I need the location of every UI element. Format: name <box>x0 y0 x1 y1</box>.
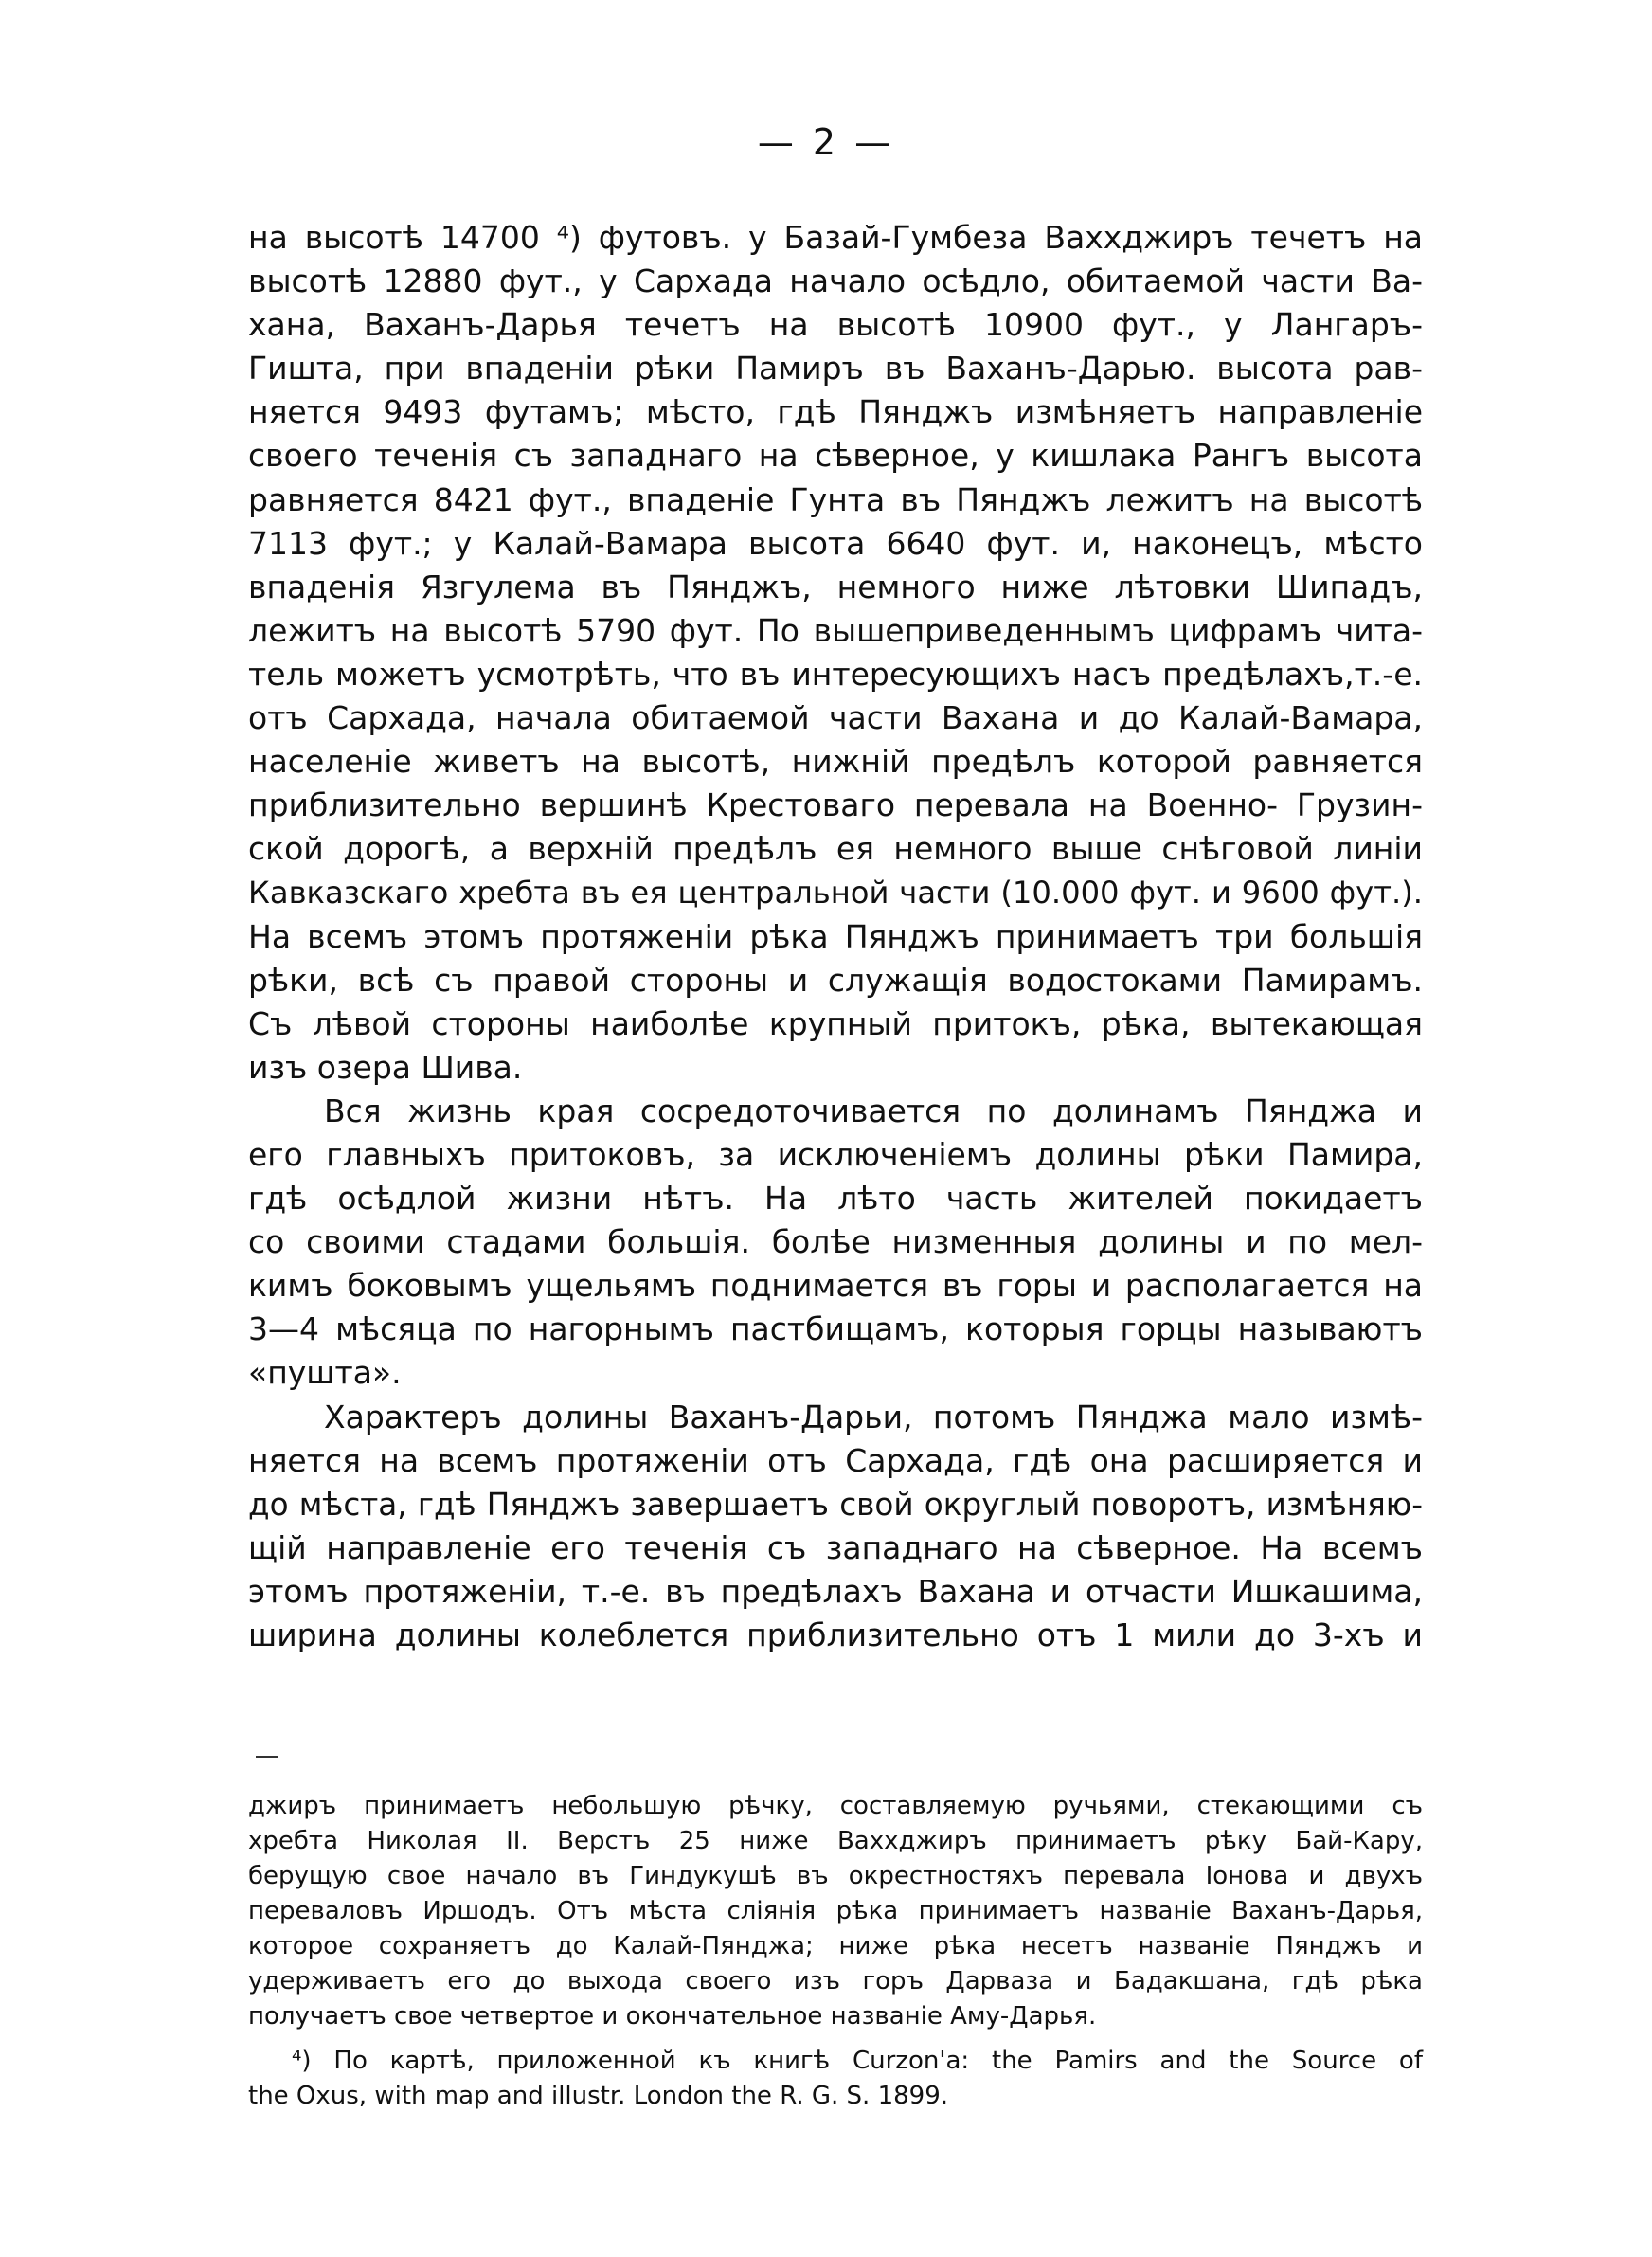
text-line: На всемъ этомъ протяженіи рѣка Пянджъ принимаетъ три большія <box>248 917 1423 955</box>
footnote-line: которое сохраняетъ до Калай-Пянджа; ниже рѣка несетъ названіе Пянджъ и <box>248 1932 1423 1960</box>
footnote-line: получаетъ свое четвертое и окончательное названіе Аму-Дарья. <box>248 2002 1097 2031</box>
text-line: этомъ протяженіи, т.-е. въ предѣлахъ Вахана и отчасти Ишкашима, <box>248 1572 1423 1610</box>
text-line: хана, Ваханъ-Дарья течетъ на высотѣ 10900 фут., у Лангаръ- <box>248 306 1423 344</box>
text-line: его главныхъ притоковъ, за исключеніемъ долины рѣки Памира, <box>248 1135 1423 1173</box>
text-line: на высотѣ 14700 ⁴) футовъ. у Базай-Гумбеза Ваххджиръ течетъ на <box>248 219 1423 256</box>
text-line: Гишта, при впаденіи рѣки Памиръ въ Ваханъ-Дарью. высота рав- <box>248 350 1423 388</box>
text-line: ской дорогѣ, а верхній предѣлъ ея немного выше снѣговой линіи <box>248 830 1423 868</box>
text-line: щій направленіе его теченія съ западнаго на сѣверное. На всемъ <box>248 1528 1423 1566</box>
footnote-line: джиръ принимаетъ небольшую рѣчку, составляемую ручьями, стекающими съ <box>248 1792 1423 1820</box>
footnote-line: переваловъ Иршодъ. Отъ мѣста слiянія рѣка принимаетъ названіе Ваханъ-Дарья, <box>248 1897 1423 1925</box>
text-line: населеніе живетъ на высотѣ, нижній предѣлъ которой равняется <box>248 743 1423 781</box>
text-line: своего теченія съ западнаго на сѣверное, у кишлака Рангъ высота <box>248 437 1423 475</box>
text-line: кимъ боковымъ ущельямъ поднимается въ горы и располагается на <box>248 1267 1423 1305</box>
text-line: 3—4 мѣсяца по нагорнымъ пастбищамъ, которыя горцы называютъ <box>248 1310 1423 1348</box>
text-line: 7113 фут.; у Калай-Вамара высота 6640 фут. и, наконецъ, мѣсто <box>248 524 1423 562</box>
footnote-separator <box>256 1756 278 1758</box>
text-line: Съ лѣвой стороны наиболѣе крупный притокъ, рѣка, вытекающая <box>248 1004 1423 1042</box>
paragraph-start-line: Вся жизнь края сосредоточивается по долинамъ Пянджа и <box>324 1092 1423 1129</box>
text-line: до мѣста, гдѣ Пянджъ завершаетъ свой округлый поворотъ, измѣняю- <box>248 1486 1423 1523</box>
body-text <box>248 216 1423 1657</box>
text-line: со своими стадами большія. болѣе низменныя долины и по мел- <box>248 1223 1423 1261</box>
text-line: няется на всемъ протяженіи отъ Сархада, гдѣ она расширяется и <box>248 1441 1423 1479</box>
text-line: гдѣ осѣдлой жизни нѣтъ. На лѣто часть жителей покидаетъ <box>248 1180 1423 1218</box>
text-line: Кавказскаго хребта въ ея центральной части (10.000 фут. и 9600 фут.). <box>248 875 1423 912</box>
text-line: высотѣ 12880 фут., у Сархада начало осѣдло, обитаемой части Ва- <box>248 262 1423 300</box>
text-line: няется 9493 футамъ; мѣсто, гдѣ Пянджъ измѣняетъ направленіе <box>248 393 1423 431</box>
text-line: приблизительно вершинѣ Крестоваго перевала на Военно- Грузин- <box>248 786 1423 824</box>
text-line: рѣки, всѣ съ правой стороны и служащія водостоками Памирамъ. <box>248 961 1423 999</box>
footnote-line: берущую свое начало въ Гиндукушѣ въ окрестностяхъ перевала Іонова и двухъ <box>248 1862 1423 1890</box>
text-line: впаденія Язгулема въ Пянджъ, немного ниже лѣтовки Шипадъ, <box>248 568 1423 605</box>
text-line: тель можетъ усмотрѣть, что въ интересующихъ насъ предѣлахъ,т.-е. <box>248 655 1423 693</box>
footnote-line: хребта Николая II. Верстъ 25 ниже Ваххджиръ принимаетъ рѣку Бай-Кару, <box>248 1827 1423 1855</box>
footnote-line: удерживаетъ его до выхода своего изъ горъ Дарваза и Бадакшана, гдѣ рѣка <box>248 1967 1423 1995</box>
text-line: равняется 8421 фут., впаденіе Гунта въ Пянджъ лежитъ на высотѣ <box>248 480 1423 518</box>
paragraph-start-line: Характеръ долины Ваханъ-Дарьи, потомъ Пянджа мало измѣ- <box>324 1398 1423 1435</box>
text-line: изъ озера Шива. <box>248 1048 523 1086</box>
text-line: отъ Сархада, начала обитаемой части Вахана и до Калай-Вамара, <box>248 699 1423 737</box>
footnotes <box>248 1789 1423 2114</box>
text-line: «пушта». <box>248 1354 402 1392</box>
text-line: ширина долины колеблется приблизительно отъ 1 мили до 3-хъ и <box>248 1616 1423 1653</box>
text-line: лежитъ на высотѣ 5790 фут. По вышеприведеннымъ цифрамъ чита- <box>248 611 1423 649</box>
footnote-4-line: ⁴) По картѣ, приложенной къ книгѣ Curzon'а: the Pamirs and the Source of <box>292 2047 1423 2075</box>
page-number: — 2 — <box>757 121 895 163</box>
footnote-4-line: the Oxus, with map and illustr. London the R. G. S. 1899. <box>248 2082 949 2110</box>
